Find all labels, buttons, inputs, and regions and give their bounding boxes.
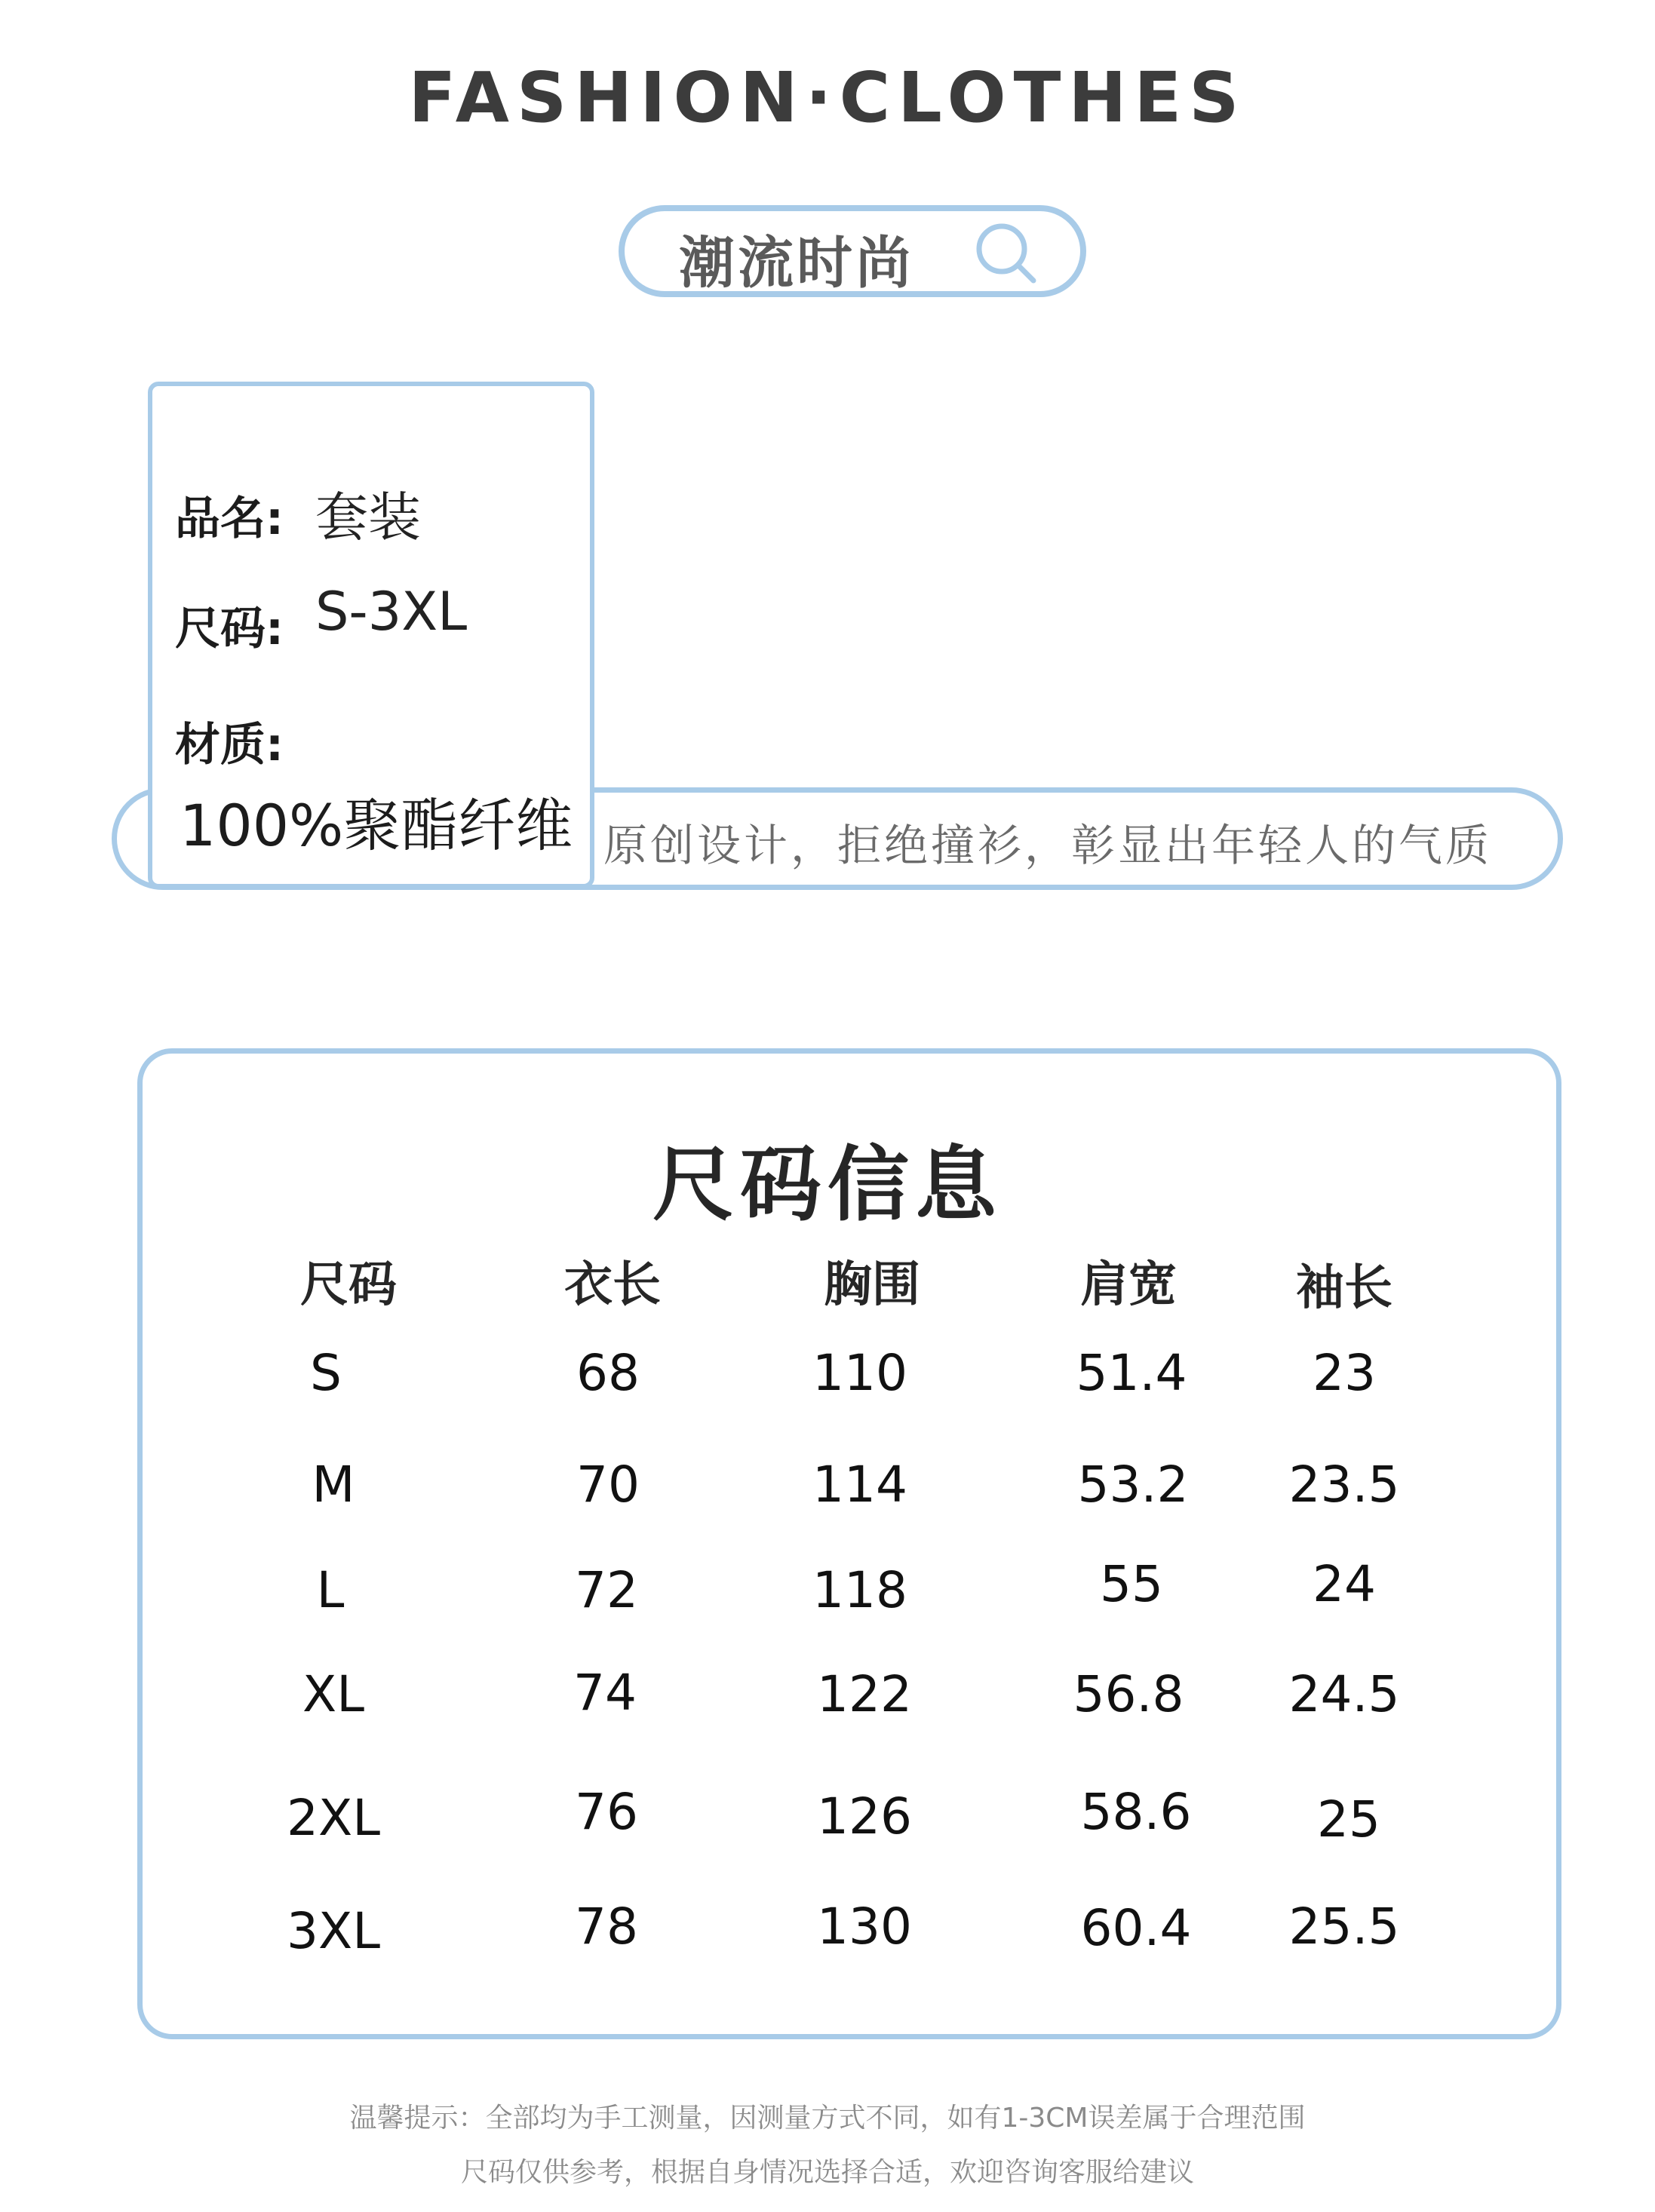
table-cell: M — [312, 1456, 355, 1514]
table-cell: 25.5 — [1288, 1898, 1400, 1956]
table-header-shoulder: 肩宽 — [1080, 1257, 1177, 1313]
table-cell: 2XL — [287, 1789, 380, 1847]
table-cell: 114 — [812, 1456, 907, 1514]
table-cell: 72 — [575, 1561, 638, 1619]
table-cell: 110 — [812, 1344, 907, 1402]
table-cell: 130 — [817, 1898, 912, 1956]
table-cell: 23 — [1313, 1344, 1376, 1402]
search-icon[interactable] — [973, 220, 1038, 285]
table-cell: 126 — [817, 1787, 912, 1845]
product-material-label: 材质: — [175, 719, 284, 772]
table-cell: L — [316, 1561, 345, 1619]
table-cell: 3XL — [287, 1902, 380, 1960]
brand-title: FASHION·CLOTHES — [408, 57, 1247, 138]
table-header-length: 衣长 — [564, 1257, 661, 1313]
table-cell: 76 — [575, 1783, 638, 1841]
table-cell: 60.4 — [1080, 1899, 1192, 1957]
product-material-value: 100%聚酯纤维 — [180, 792, 573, 859]
table-cell: XL — [302, 1665, 364, 1723]
table-cell: S — [310, 1344, 342, 1402]
table-cell: 56.8 — [1073, 1665, 1184, 1723]
slogan-text: 原创设计，拒绝撞衫，彰显出年轻人的气质 — [603, 820, 1493, 871]
table-cell: 74 — [573, 1664, 637, 1722]
footnote-line-2: 尺码仅供参考，根据自身情况选择合适，欢迎咨询客服给建议 — [460, 2157, 1194, 2188]
table-header-chest: 胸围 — [824, 1257, 920, 1313]
table-cell: 58.6 — [1080, 1783, 1192, 1841]
footnote-line-1: 温馨提示：全部均为手工测量，因测量方式不同，如有1-3CM误差属于合理范围 — [349, 2103, 1306, 2134]
table-cell: 55 — [1100, 1555, 1163, 1613]
table-cell: 23.5 — [1288, 1456, 1400, 1514]
table-cell: 122 — [817, 1665, 912, 1723]
table-cell: 70 — [576, 1456, 640, 1514]
table-cell: 118 — [812, 1561, 907, 1619]
table-cell: 24.5 — [1288, 1665, 1400, 1723]
table-cell: 25 — [1317, 1790, 1380, 1848]
table-cell: 53.2 — [1077, 1456, 1189, 1514]
product-name-value: 套装 — [315, 486, 421, 548]
product-size-label: 尺码: — [175, 603, 284, 655]
table-header-sleeve: 袖长 — [1296, 1260, 1392, 1316]
product-name-label: 品名: — [175, 492, 284, 545]
table-cell: 24 — [1313, 1555, 1376, 1613]
table-cell: 68 — [576, 1344, 640, 1402]
search-pill-text: 潮流时尚 — [679, 231, 914, 296]
size-table-title: 尺码信息 — [652, 1138, 1003, 1232]
table-cell: 78 — [575, 1898, 638, 1956]
table-cell: 51.4 — [1076, 1344, 1187, 1402]
product-size-value: S-3XL — [315, 581, 468, 643]
table-header-size: 尺码 — [300, 1257, 397, 1313]
